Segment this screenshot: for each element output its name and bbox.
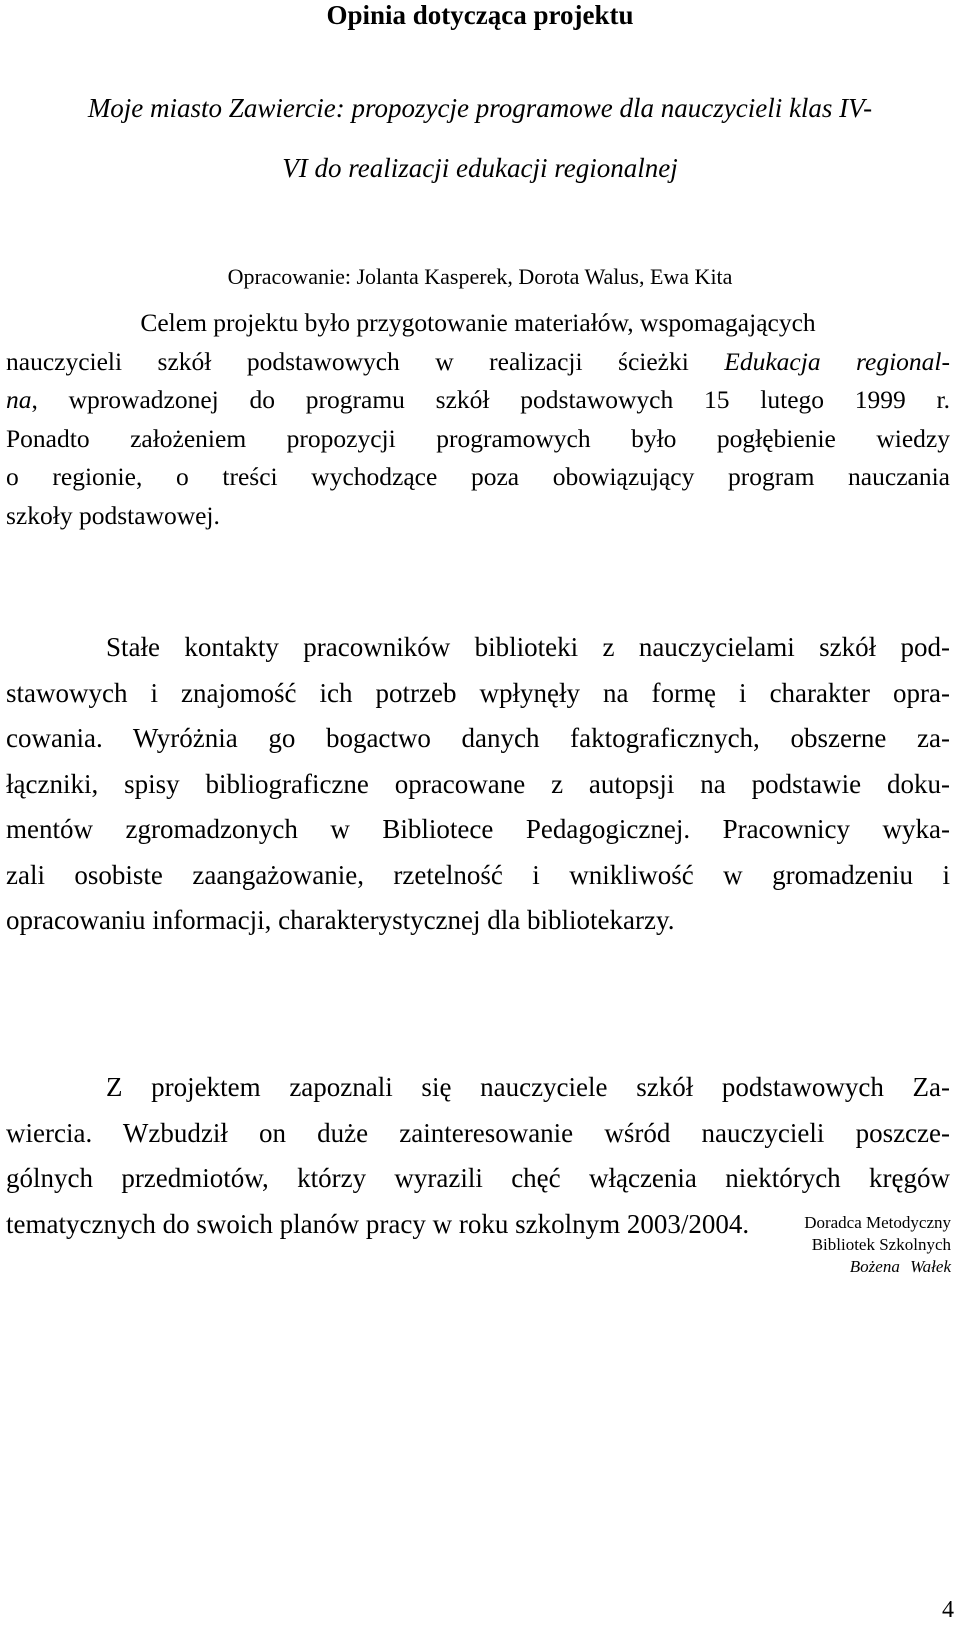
text-line: mentów zgromadzonych w Bibliotece Pedagogicznej. Pracownicy wyka- — [6, 814, 950, 844]
page-number: 4 — [942, 1597, 954, 1623]
text-line: Ponadto założeniem propozycji programowych było pogłębienie wiedzy — [6, 423, 950, 453]
authors-line: Opracowanie: Jolanta Kasperek, Dorota Walus, Ewa Kita — [227, 264, 733, 289]
text-line: łączniki, spisy bibliograficzne opracowane z autopsji na podstawie doku- — [6, 768, 950, 799]
emphasis-run: Edukacja regional- — [724, 346, 950, 376]
subtitle-line: Moje miasto Zawiercie: propozycje programowe dla nauczycieli klas IV- — [87, 93, 873, 123]
text-line: gólnych przedmiotów, którzy wyrazili chęć włączenia niektórych kręgów — [6, 1163, 950, 1193]
text-line — [6, 381, 950, 420]
project-subtitle — [0, 78, 960, 198]
emphasis-run: na — [6, 385, 32, 414]
paragraph-contacts — [6, 625, 950, 944]
signature-block — [804, 1212, 951, 1278]
document-title: Opinia dotycząca projektu — [326, 0, 634, 30]
text-run: , wprowadzonej do programu szkół podstawowych 15 lutego 1999 r. — [31, 385, 950, 414]
text-line: opracowaniu informacji, charakterystycznej dla bibliotekarzy. — [6, 905, 675, 935]
signature-institution: Bibliotek Szkolnych — [811, 1235, 951, 1254]
text-line: szkoły podstawowej. — [6, 500, 220, 530]
text-line — [6, 343, 950, 382]
text-line: Z projektem zapoznali się nauczyciele szkół podstawowych Za- — [106, 1072, 950, 1102]
signature-name: Bożena Wałek — [849, 1257, 951, 1276]
text-line: stawowych i znajomość ich potrzeb wpłynęły na formę i charakter opra- — [6, 677, 950, 708]
text-line: tematycznych do swoich planów pracy w roku szkolnym 2003/2004. — [6, 1208, 750, 1239]
text-line: Celem projektu było przygotowanie materiałów, wspomagających — [140, 308, 816, 337]
signature-role: Doradca Metodyczny — [804, 1213, 951, 1232]
text-line: Stałe kontakty pracowników biblioteki z nauczycielami szkół pod- — [106, 632, 950, 662]
paragraph-goal — [6, 304, 950, 535]
text-run: nauczycieli szkół podstawowych w realizacji ścieżki — [6, 346, 725, 376]
text-line: o regionie, o treści wychodzące poza obowiązujący program nauczania — [6, 462, 950, 491]
text-line: wiercia. Wzbudził on duże zainteresowanie wśród nauczycieli poszcze- — [6, 1117, 950, 1148]
subtitle-line: VI do realizacji edukacji regionalnej — [282, 153, 678, 183]
text-line: zali osobiste zaangażowanie, rzetelność i wnikliwość w gromadzeniu i — [6, 859, 950, 890]
text-line: cowania. Wyróżnia go bogactwo danych faktograficznych, obszerne za- — [6, 723, 950, 753]
